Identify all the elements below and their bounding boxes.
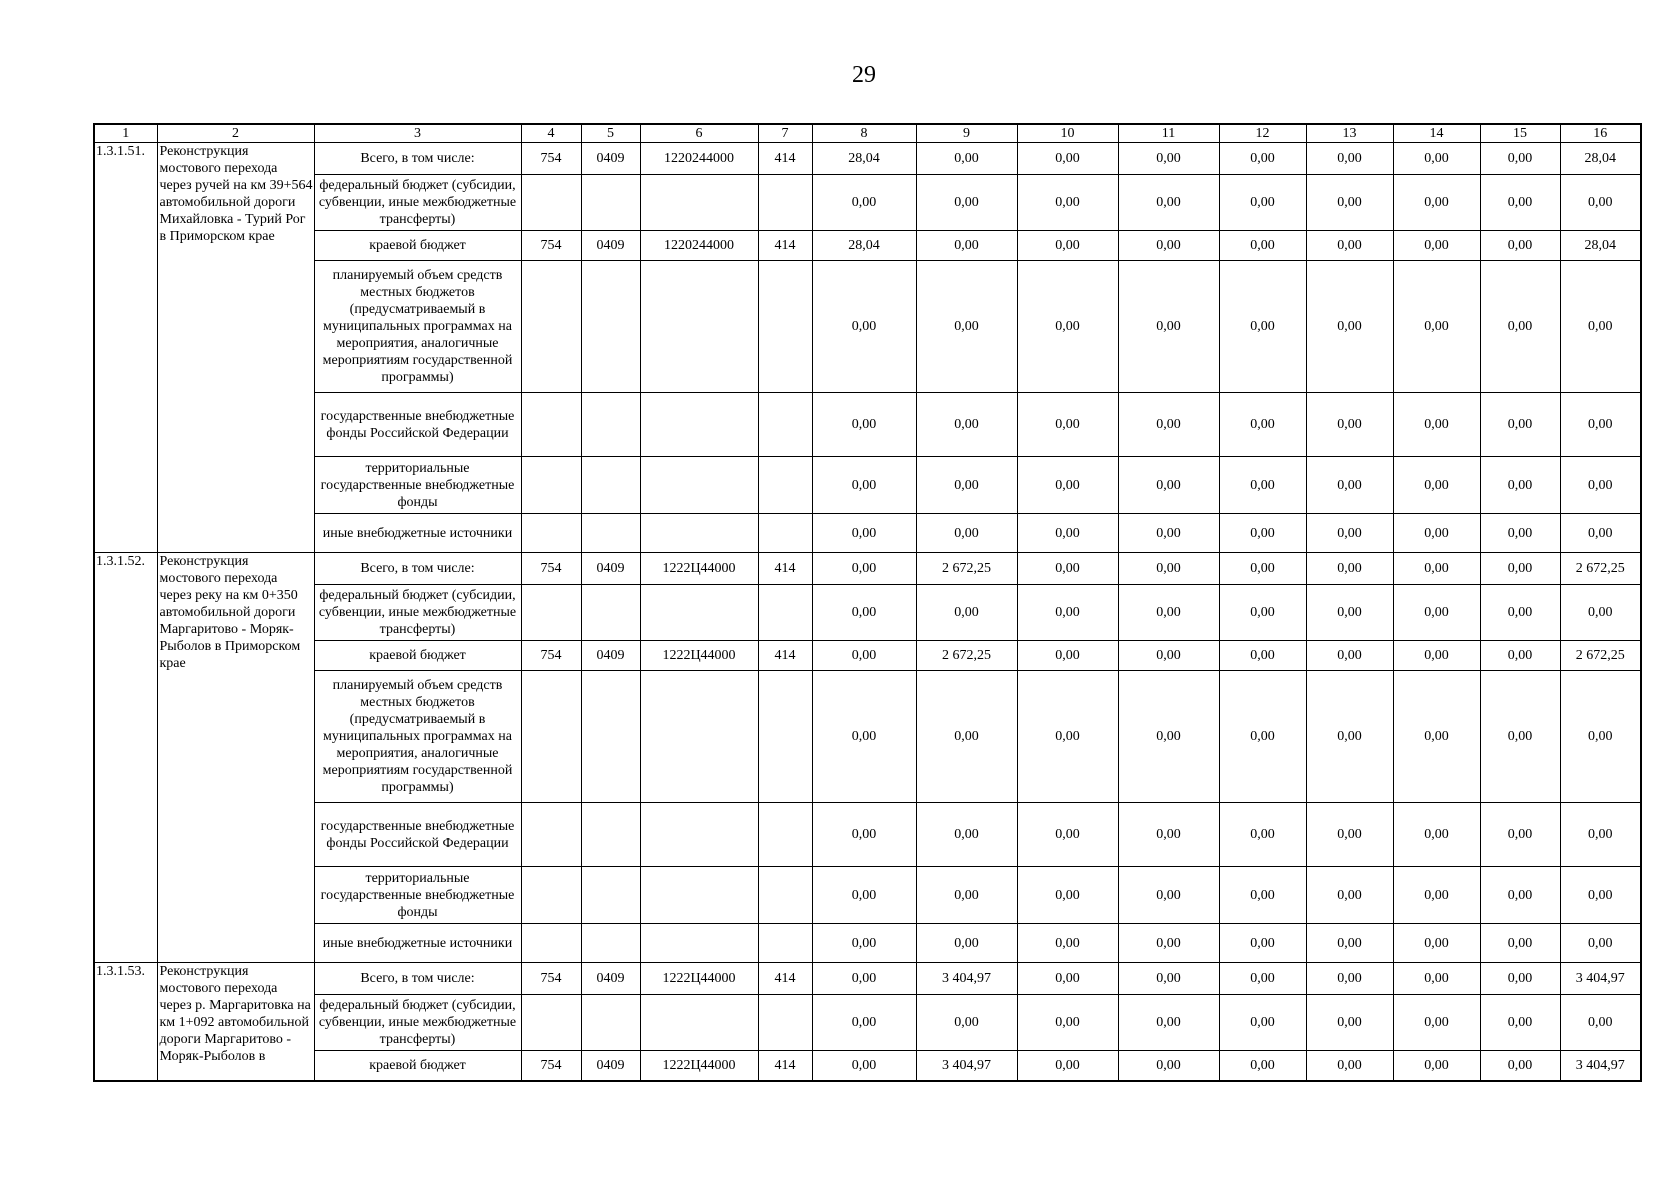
funding-source: иные внебюджетные источники [314, 514, 521, 553]
amount-cell: 0,00 [1219, 963, 1306, 995]
funding-source: федеральный бюджет (субсидии, субвенции, иные межбюджетные трансферты) [314, 585, 521, 641]
amount-cell: 0,00 [1219, 585, 1306, 641]
budget-code-c6: 1222Ц44000 [640, 641, 758, 671]
column-header: 3 [314, 124, 521, 143]
page-number: 29 [852, 62, 876, 88]
amount-cell: 0,00 [1118, 867, 1219, 924]
amount-cell: 0,00 [1393, 585, 1480, 641]
amount-cell: 0,00 [1306, 553, 1393, 585]
budget-code-c4: 754 [521, 143, 581, 175]
amount-cell: 0,00 [1560, 585, 1641, 641]
amount-cell: 0,00 [1306, 803, 1393, 867]
budget-code-c6 [640, 924, 758, 963]
amount-cell: 3 404,97 [916, 963, 1017, 995]
amount-cell: 0,00 [1017, 261, 1118, 393]
amount-cell: 28,04 [812, 231, 916, 261]
budget-code-c4 [521, 671, 581, 803]
amount-cell: 0,00 [1017, 803, 1118, 867]
amount-cell: 0,00 [1306, 924, 1393, 963]
column-header: 15 [1480, 124, 1560, 143]
amount-cell: 0,00 [1393, 641, 1480, 671]
budget-code-c5: 0409 [581, 963, 640, 995]
amount-cell: 0,00 [1480, 995, 1560, 1051]
amount-cell: 0,00 [1560, 261, 1641, 393]
amount-cell: 0,00 [1118, 803, 1219, 867]
column-header: 5 [581, 124, 640, 143]
table-row [94, 175, 1641, 231]
amount-cell: 0,00 [916, 995, 1017, 1051]
budget-code-c6 [640, 867, 758, 924]
amount-cell: 0,00 [1306, 963, 1393, 995]
amount-cell: 0,00 [1393, 867, 1480, 924]
budget-code-c5 [581, 671, 640, 803]
amount-cell: 0,00 [1480, 175, 1560, 231]
amount-cell: 2 672,25 [916, 641, 1017, 671]
table-row [94, 553, 1641, 585]
funding-source: федеральный бюджет (субсидии, субвенции, иные межбюджетные трансферты) [314, 175, 521, 231]
amount-cell: 0,00 [1017, 995, 1118, 1051]
column-header: 2 [157, 124, 314, 143]
amount-cell: 0,00 [1560, 514, 1641, 553]
budget-code-c6: 1222Ц44000 [640, 1051, 758, 1081]
item-code: 1.3.1.53. [94, 963, 157, 1081]
amount-cell: 0,00 [1219, 514, 1306, 553]
budget-code-c7 [758, 585, 812, 641]
amount-cell: 0,00 [1393, 995, 1480, 1051]
funding-source: Всего, в том числе: [314, 143, 521, 175]
column-header: 14 [1393, 124, 1480, 143]
amount-cell: 0,00 [1118, 641, 1219, 671]
amount-cell: 0,00 [916, 585, 1017, 641]
amount-cell: 0,00 [1560, 671, 1641, 803]
amount-cell: 0,00 [916, 924, 1017, 963]
budget-code-c6: 1222Ц44000 [640, 553, 758, 585]
amount-cell: 0,00 [1480, 585, 1560, 641]
amount-cell: 0,00 [1219, 995, 1306, 1051]
amount-cell: 0,00 [1480, 924, 1560, 963]
amount-cell: 0,00 [1560, 457, 1641, 514]
amount-cell: 0,00 [1118, 553, 1219, 585]
amount-cell: 0,00 [1560, 924, 1641, 963]
amount-cell: 0,00 [1480, 393, 1560, 457]
column-header: 1 [94, 124, 157, 143]
amount-cell: 0,00 [1219, 553, 1306, 585]
table-row [94, 963, 1641, 995]
amount-cell: 0,00 [1118, 175, 1219, 231]
table-row [94, 231, 1641, 261]
budget-code-c6 [640, 514, 758, 553]
amount-cell: 0,00 [1118, 457, 1219, 514]
amount-cell: 0,00 [1118, 143, 1219, 175]
budget-code-c5 [581, 867, 640, 924]
amount-cell: 0,00 [1219, 457, 1306, 514]
amount-cell: 0,00 [1560, 175, 1641, 231]
budget-code-c6 [640, 457, 758, 514]
amount-cell: 0,00 [1118, 963, 1219, 995]
column-header: 11 [1118, 124, 1219, 143]
budget-code-c4 [521, 457, 581, 514]
amount-cell: 0,00 [1306, 1051, 1393, 1081]
budget-code-c4 [521, 514, 581, 553]
amount-cell: 0,00 [1306, 175, 1393, 231]
budget-code-c7 [758, 514, 812, 553]
budget-code-c6 [640, 585, 758, 641]
budget-code-c6 [640, 393, 758, 457]
amount-cell: 0,00 [1480, 231, 1560, 261]
amount-cell: 0,00 [812, 963, 916, 995]
amount-cell: 0,00 [1017, 393, 1118, 457]
item-name: Реконструкция мостового перехода через р. Маргаритовка на км 1+092 автомобильной дороги Маргаритово - Моряк-Рыболов в [157, 963, 314, 1081]
budget-code-c7 [758, 457, 812, 514]
amount-cell: 0,00 [812, 585, 916, 641]
table-row [94, 995, 1641, 1051]
amount-cell: 0,00 [1219, 1051, 1306, 1081]
amount-cell: 0,00 [812, 553, 916, 585]
amount-cell: 0,00 [1306, 457, 1393, 514]
budget-code-c5 [581, 514, 640, 553]
budget-code-c4 [521, 803, 581, 867]
table-row [94, 671, 1641, 803]
amount-cell: 0,00 [1480, 261, 1560, 393]
budget-code-c5 [581, 995, 640, 1051]
funding-source: краевой бюджет [314, 641, 521, 671]
budget-code-c6 [640, 261, 758, 393]
amount-cell: 0,00 [916, 867, 1017, 924]
amount-cell: 0,00 [812, 641, 916, 671]
budget-code-c6: 1220244000 [640, 143, 758, 175]
amount-cell: 0,00 [1017, 553, 1118, 585]
amount-cell: 0,00 [1017, 143, 1118, 175]
item-name: Реконструкция мостового перехода через ручей на км 39+564 автомобильной дороги Михайловка - Турий Рог в Приморском крае [157, 143, 314, 553]
table-row [94, 393, 1641, 457]
funding-source: Всего, в том числе: [314, 963, 521, 995]
funding-source: территориальные государственные внебюджетные фонды [314, 867, 521, 924]
column-header: 9 [916, 124, 1017, 143]
budget-code-c6 [640, 671, 758, 803]
budget-code-c7 [758, 867, 812, 924]
amount-cell: 0,00 [812, 803, 916, 867]
funding-source: федеральный бюджет (субсидии, субвенции, иные межбюджетные трансферты) [314, 995, 521, 1051]
amount-cell: 0,00 [1219, 261, 1306, 393]
budget-code-c4 [521, 995, 581, 1051]
funding-source: государственные внебюджетные фонды Российской Федерации [314, 803, 521, 867]
amount-cell: 0,00 [1306, 585, 1393, 641]
amount-cell: 0,00 [916, 514, 1017, 553]
item-name: Реконструкция мостового перехода через реку на км 0+350 автомобильной дороги Маргаритово - Моряк-Рыболов в Приморском крае [157, 553, 314, 963]
amount-cell: 0,00 [1393, 457, 1480, 514]
amount-cell: 2 672,25 [916, 553, 1017, 585]
budget-code-c5: 0409 [581, 553, 640, 585]
amount-cell: 0,00 [1560, 867, 1641, 924]
budget-code-c5 [581, 261, 640, 393]
funding-source: иные внебюджетные источники [314, 924, 521, 963]
amount-cell: 0,00 [1118, 995, 1219, 1051]
amount-cell: 0,00 [1118, 231, 1219, 261]
column-header: 12 [1219, 124, 1306, 143]
table-row [94, 514, 1641, 553]
amount-cell: 0,00 [1480, 553, 1560, 585]
amount-cell: 0,00 [1118, 514, 1219, 553]
column-header: 10 [1017, 124, 1118, 143]
header-row [94, 124, 1641, 143]
amount-cell: 0,00 [1017, 641, 1118, 671]
amount-cell: 0,00 [1393, 1051, 1480, 1081]
amount-cell: 0,00 [1480, 963, 1560, 995]
amount-cell: 0,00 [1480, 1051, 1560, 1081]
item-code: 1.3.1.52. [94, 553, 157, 963]
amount-cell: 0,00 [1219, 175, 1306, 231]
amount-cell: 0,00 [1480, 671, 1560, 803]
budget-code-c4: 754 [521, 963, 581, 995]
amount-cell: 0,00 [916, 671, 1017, 803]
amount-cell: 0,00 [916, 803, 1017, 867]
amount-cell: 28,04 [1560, 143, 1641, 175]
amount-cell: 0,00 [1560, 393, 1641, 457]
amount-cell: 0,00 [1118, 393, 1219, 457]
funding-source: планируемый объем средств местных бюджетов (предусматриваемый в муниципальных программах на мероприятия, аналогичные мероприятиям государственной программы) [314, 671, 521, 803]
column-header: 4 [521, 124, 581, 143]
funding-source: краевой бюджет [314, 1051, 521, 1081]
table-row [94, 585, 1641, 641]
budget-code-c6: 1220244000 [640, 231, 758, 261]
amount-cell: 0,00 [1393, 231, 1480, 261]
amount-cell: 0,00 [1393, 143, 1480, 175]
amount-cell: 0,00 [916, 143, 1017, 175]
funding-source: территориальные государственные внебюджетные фонды [314, 457, 521, 514]
budget-code-c4: 754 [521, 553, 581, 585]
budget-code-c7 [758, 995, 812, 1051]
budget-code-c7: 414 [758, 963, 812, 995]
amount-cell: 0,00 [812, 514, 916, 553]
budget-code-c4 [521, 924, 581, 963]
column-header: 6 [640, 124, 758, 143]
amount-cell: 0,00 [1219, 393, 1306, 457]
amount-cell: 0,00 [1118, 671, 1219, 803]
amount-cell: 0,00 [1017, 457, 1118, 514]
amount-cell: 0,00 [1393, 393, 1480, 457]
amount-cell: 0,00 [812, 995, 916, 1051]
amount-cell: 0,00 [1393, 261, 1480, 393]
amount-cell: 0,00 [1017, 1051, 1118, 1081]
table-row [94, 867, 1641, 924]
amount-cell: 0,00 [812, 175, 916, 231]
amount-cell: 0,00 [1017, 514, 1118, 553]
funding-source: планируемый объем средств местных бюджетов (предусматриваемый в муниципальных программах на мероприятия, аналогичные мероприятиям государственной программы) [314, 261, 521, 393]
amount-cell: 0,00 [1118, 1051, 1219, 1081]
budget-code-c7: 414 [758, 641, 812, 671]
amount-cell: 0,00 [1393, 514, 1480, 553]
amount-cell: 0,00 [1393, 963, 1480, 995]
amount-cell: 0,00 [1393, 175, 1480, 231]
amount-cell: 0,00 [916, 175, 1017, 231]
amount-cell: 0,00 [812, 924, 916, 963]
funding-source: государственные внебюджетные фонды Российской Федерации [314, 393, 521, 457]
funding-source: краевой бюджет [314, 231, 521, 261]
amount-cell: 0,00 [1219, 671, 1306, 803]
table-row [94, 1051, 1641, 1081]
amount-cell: 0,00 [1017, 671, 1118, 803]
amount-cell: 0,00 [1118, 585, 1219, 641]
amount-cell: 0,00 [812, 671, 916, 803]
budget-code-c5 [581, 585, 640, 641]
amount-cell: 0,00 [1393, 553, 1480, 585]
amount-cell: 0,00 [1306, 231, 1393, 261]
column-header: 7 [758, 124, 812, 143]
amount-cell: 2 672,25 [1560, 641, 1641, 671]
budget-code-c7: 414 [758, 553, 812, 585]
amount-cell: 0,00 [1306, 641, 1393, 671]
budget-code-c4 [521, 585, 581, 641]
amount-cell: 0,00 [916, 457, 1017, 514]
amount-cell: 28,04 [1560, 231, 1641, 261]
budget-code-c6 [640, 995, 758, 1051]
amount-cell: 0,00 [812, 867, 916, 924]
amount-cell: 0,00 [1017, 175, 1118, 231]
amount-cell: 0,00 [812, 457, 916, 514]
budget-code-c4 [521, 867, 581, 924]
budget-code-c7 [758, 261, 812, 393]
amount-cell: 3 404,97 [916, 1051, 1017, 1081]
amount-cell: 0,00 [1306, 514, 1393, 553]
table-row [94, 803, 1641, 867]
amount-cell: 0,00 [1118, 261, 1219, 393]
budget-code-c7: 414 [758, 143, 812, 175]
amount-cell: 0,00 [1219, 924, 1306, 963]
amount-cell: 0,00 [1480, 867, 1560, 924]
table-row [94, 924, 1641, 963]
amount-cell: 0,00 [1306, 143, 1393, 175]
amount-cell: 0,00 [1393, 671, 1480, 803]
amount-cell: 0,00 [1306, 995, 1393, 1051]
budget-code-c7: 414 [758, 231, 812, 261]
amount-cell: 3 404,97 [1560, 963, 1641, 995]
table-row [94, 143, 1641, 175]
amount-cell: 0,00 [1393, 924, 1480, 963]
budget-table [93, 123, 1642, 1082]
budget-code-c7 [758, 175, 812, 231]
amount-cell: 0,00 [916, 231, 1017, 261]
amount-cell: 0,00 [1306, 261, 1393, 393]
amount-cell: 0,00 [1017, 924, 1118, 963]
table-row [94, 457, 1641, 514]
amount-cell: 0,00 [812, 261, 916, 393]
table-row [94, 261, 1641, 393]
amount-cell: 0,00 [1393, 803, 1480, 867]
budget-code-c5: 0409 [581, 231, 640, 261]
amount-cell: 0,00 [1219, 231, 1306, 261]
budget-code-c7 [758, 924, 812, 963]
budget-code-c7: 414 [758, 1051, 812, 1081]
amount-cell: 0,00 [1480, 641, 1560, 671]
amount-cell: 0,00 [1219, 803, 1306, 867]
budget-code-c7 [758, 393, 812, 457]
budget-code-c5 [581, 393, 640, 457]
amount-cell: 0,00 [1480, 803, 1560, 867]
amount-cell: 3 404,97 [1560, 1051, 1641, 1081]
funding-source: Всего, в том числе: [314, 553, 521, 585]
budget-code-c7 [758, 671, 812, 803]
amount-cell: 0,00 [1017, 585, 1118, 641]
amount-cell: 0,00 [1306, 393, 1393, 457]
budget-code-c5: 0409 [581, 143, 640, 175]
amount-cell: 0,00 [1306, 867, 1393, 924]
column-header: 8 [812, 124, 916, 143]
budget-code-c6 [640, 803, 758, 867]
budget-code-c4: 754 [521, 231, 581, 261]
amount-cell: 2 672,25 [1560, 553, 1641, 585]
amount-cell: 0,00 [916, 393, 1017, 457]
amount-cell: 0,00 [1118, 924, 1219, 963]
amount-cell: 0,00 [1219, 143, 1306, 175]
budget-code-c7 [758, 803, 812, 867]
table-row [94, 641, 1641, 671]
amount-cell: 0,00 [1017, 231, 1118, 261]
amount-cell: 0,00 [1560, 803, 1641, 867]
budget-code-c4 [521, 261, 581, 393]
budget-code-c4 [521, 175, 581, 231]
budget-code-c4: 754 [521, 1051, 581, 1081]
budget-code-c4: 754 [521, 641, 581, 671]
budget-code-c6 [640, 175, 758, 231]
budget-code-c4 [521, 393, 581, 457]
amount-cell: 0,00 [1480, 514, 1560, 553]
amount-cell: 0,00 [1480, 143, 1560, 175]
amount-cell: 0,00 [1017, 963, 1118, 995]
budget-code-c5 [581, 803, 640, 867]
amount-cell: 0,00 [812, 393, 916, 457]
budget-code-c5 [581, 175, 640, 231]
column-header: 13 [1306, 124, 1393, 143]
item-code: 1.3.1.51. [94, 143, 157, 553]
budget-code-c5 [581, 924, 640, 963]
amount-cell: 0,00 [1306, 671, 1393, 803]
amount-cell: 0,00 [1560, 995, 1641, 1051]
amount-cell: 0,00 [1480, 457, 1560, 514]
amount-cell: 0,00 [1219, 641, 1306, 671]
amount-cell: 0,00 [1219, 867, 1306, 924]
budget-code-c6: 1222Ц44000 [640, 963, 758, 995]
amount-cell: 28,04 [812, 143, 916, 175]
amount-cell: 0,00 [812, 1051, 916, 1081]
budget-code-c5 [581, 457, 640, 514]
budget-code-c5: 0409 [581, 641, 640, 671]
amount-cell: 0,00 [1017, 867, 1118, 924]
column-header: 16 [1560, 124, 1641, 143]
budget-code-c5: 0409 [581, 1051, 640, 1081]
amount-cell: 0,00 [916, 261, 1017, 393]
